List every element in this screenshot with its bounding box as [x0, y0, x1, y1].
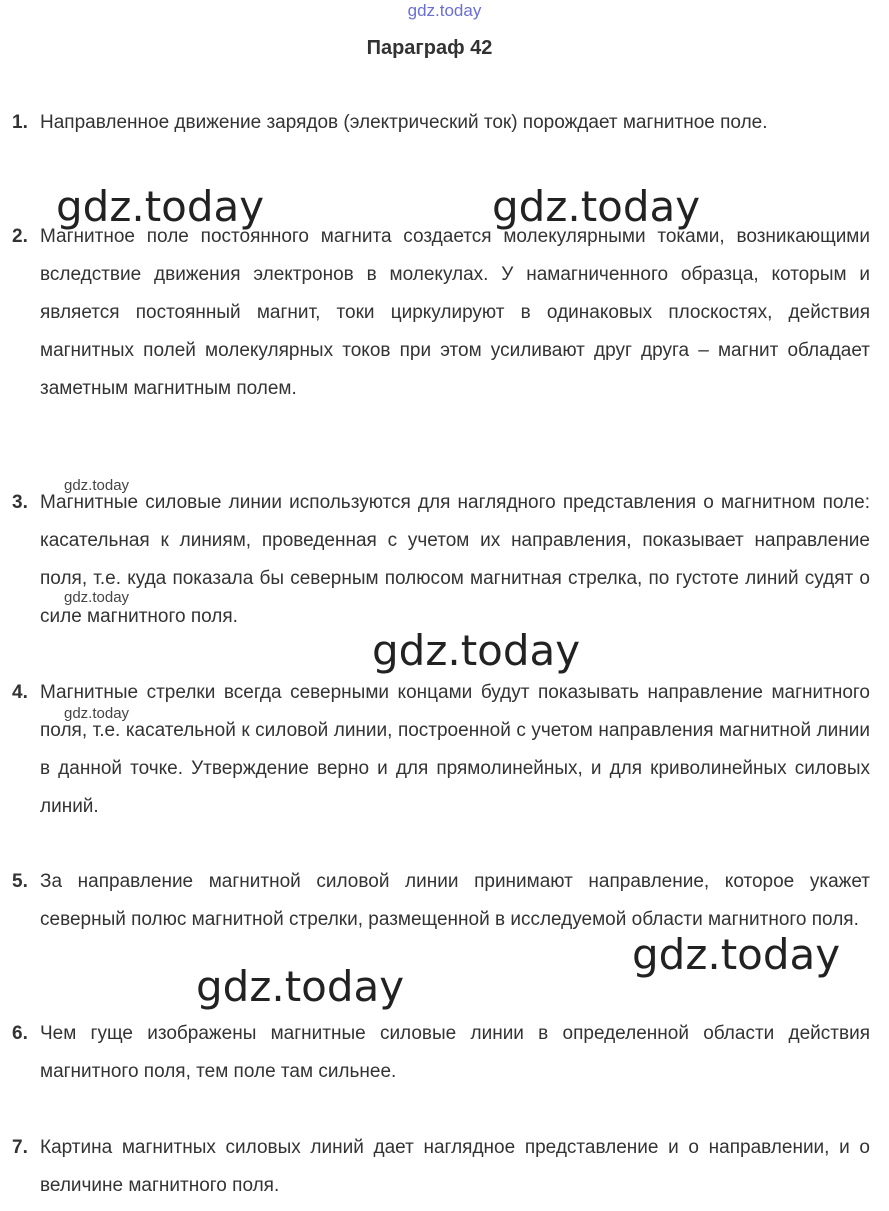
item-number: 6.	[12, 1023, 28, 1044]
item-text: За направление магнитной силовой линии принимают направление, которое укажет северный полюс магнитной стрелки, размещенной в исследуемой области магнитного поля.	[40, 871, 870, 930]
item-number: 3.	[12, 492, 28, 513]
item-text: Магнитные силовые линии используются для наглядного представления о магнитном поле: касательная к линиям, проведенная с учетом их направления, показывает направление поля, т.е. куда показала бы северным полюсом магнитная стрелка, по густоте линий судят о силе магнитного поля.	[40, 492, 870, 627]
list-item	[12, 104, 870, 142]
item-number: 2.	[12, 226, 28, 247]
item-text: Чем гуще изображены магнитные силовые линии в определенной области действия магнитного поля, тем поле там сильнее.	[40, 1023, 870, 1082]
watermark-top: gdz.today	[407, 1, 482, 20]
list-item	[12, 674, 870, 826]
watermark: gdz.today	[372, 626, 581, 675]
item-text: Картина магнитных силовых линий дает наглядное представление и о направлении, и о величине магнитного поля.	[40, 1137, 870, 1196]
item-number: 7.	[12, 1137, 28, 1158]
item-text: Магнитные стрелки всегда северными концами будут показывать направление магнитного поля, т.е. касательной к силовой линии, построенной с учетом направления магнитной линии в данной точке. Утверждение верно и для прямолинейных, и для криволинейных силовых линий.	[40, 682, 870, 817]
page-title: Параграф 42	[366, 37, 493, 59]
watermark: gdz.today	[56, 182, 265, 231]
watermark: gdz.today	[196, 962, 405, 1011]
list-item	[12, 218, 870, 408]
item-number: 5.	[12, 871, 28, 892]
item-text: Направленное движение зарядов (электрический ток) порождает магнитное поле.	[40, 112, 768, 133]
list-item	[12, 1129, 870, 1205]
list-item	[12, 863, 870, 939]
item-number: 1.	[12, 112, 28, 133]
watermark: gdz.today	[64, 477, 130, 494]
list-item	[12, 484, 870, 636]
watermark: gdz.today	[64, 705, 130, 722]
watermark: gdz.today	[64, 589, 130, 606]
watermark: gdz.today	[492, 182, 701, 231]
list-item	[12, 1015, 870, 1091]
item-number: 4.	[12, 682, 28, 703]
watermark: gdz.today	[632, 930, 841, 979]
item-text: Магнитное поле постоянного магнита создается молекулярными токами, возникающими вследствие движения электронов в молекулах. У намагниченного образца, которым и является постоянный магнит, токи циркулируют в одинаковых плоскостях, действия магнитных полей молекулярных токов при этом усиливают друг друга – магнит обладает заметным магнитным полем.	[40, 226, 870, 399]
